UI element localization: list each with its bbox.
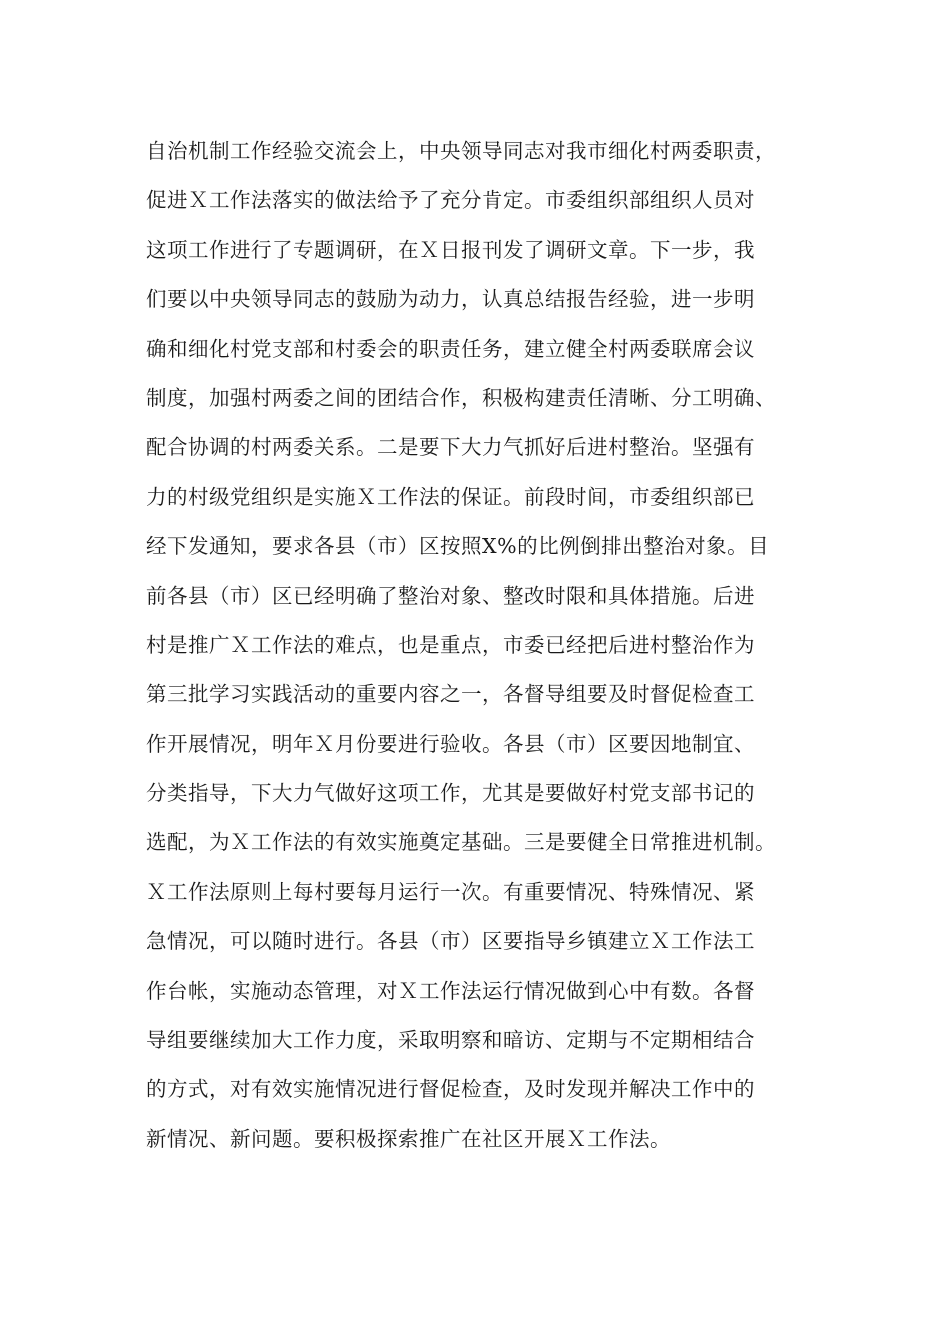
text-line: 村是推广Ｘ工作法的难点，也是重点，市委已经把后进村整治作为 <box>146 632 755 657</box>
text-line: 新情况、新问题。要积极探索推广在社区开展Ｘ工作法。 <box>146 1126 671 1151</box>
text-line: 自治机制工作经验交流会上，中央领导同志对我市细化村两委职责， <box>146 139 776 163</box>
text-line: 力的村级党组织是实施Ｘ工作法的保证。前段时间，市委组织部已 <box>146 484 755 509</box>
text-line: 制度，加强村两委之间的团结合作，积极构建责任清晰、分工明确、 <box>146 385 776 410</box>
text-line: 这项工作进行了专题调研，在Ｘ日报刊发了调研文章。下一步，我 <box>146 237 755 262</box>
text-line: 作台帐，实施动态管理，对Ｘ工作法运行情况做到心中有数。各督 <box>146 978 755 1003</box>
text-line: 选配，为Ｘ工作法的有效实施奠定基础。三是要健全日常推进机制。 <box>146 830 776 855</box>
text-line: 第三批学习实践活动的重要内容之一，各督导组要及时督促检查工 <box>146 682 755 707</box>
text-line: 促进Ｘ工作法落实的做法给予了充分肯定。市委组织部组织人员对 <box>146 188 755 213</box>
text-line: 急情况，可以随时进行。各县（市）区要指导乡镇建立Ｘ工作法工 <box>146 929 755 954</box>
text-line: Ｘ工作法原则上每村要每月运行一次。有重要情况、特殊情况、紧 <box>146 879 755 904</box>
text-line: 的方式，对有效实施情况进行督促检查，及时发现并解决工作中的 <box>146 1077 755 1102</box>
text-line: 前各县（市）区已经明确了整治对象、整改时限和具体措施。后进 <box>146 583 755 608</box>
text-line: 分类指导，下大力气做好这项工作，尤其是要做好村党支部书记的 <box>146 781 755 806</box>
text-line: 导组要继续加大工作力度，采取明察和暗访、定期与不定期相结合 <box>146 1028 755 1053</box>
text-line: 确和细化村党支部和村委会的职责任务，建立健全村两委联席会议 <box>146 336 755 361</box>
text-line: 们要以中央领导同志的鼓励为动力，认真总结报告经验，进一步明 <box>146 287 755 312</box>
body-text <box>146 127 826 1164</box>
text-line: 作开展情况，明年Ｘ月份要进行验收。各县（市）区要因地制宜、 <box>146 731 755 756</box>
text-line: 配合协调的村两委关系。二是要下大力气抓好后进村整治。坚强有 <box>146 435 755 460</box>
text-line: 经下发通知，要求各县（市）区按照X%的比例倒排出整治对象。目 <box>146 534 770 559</box>
